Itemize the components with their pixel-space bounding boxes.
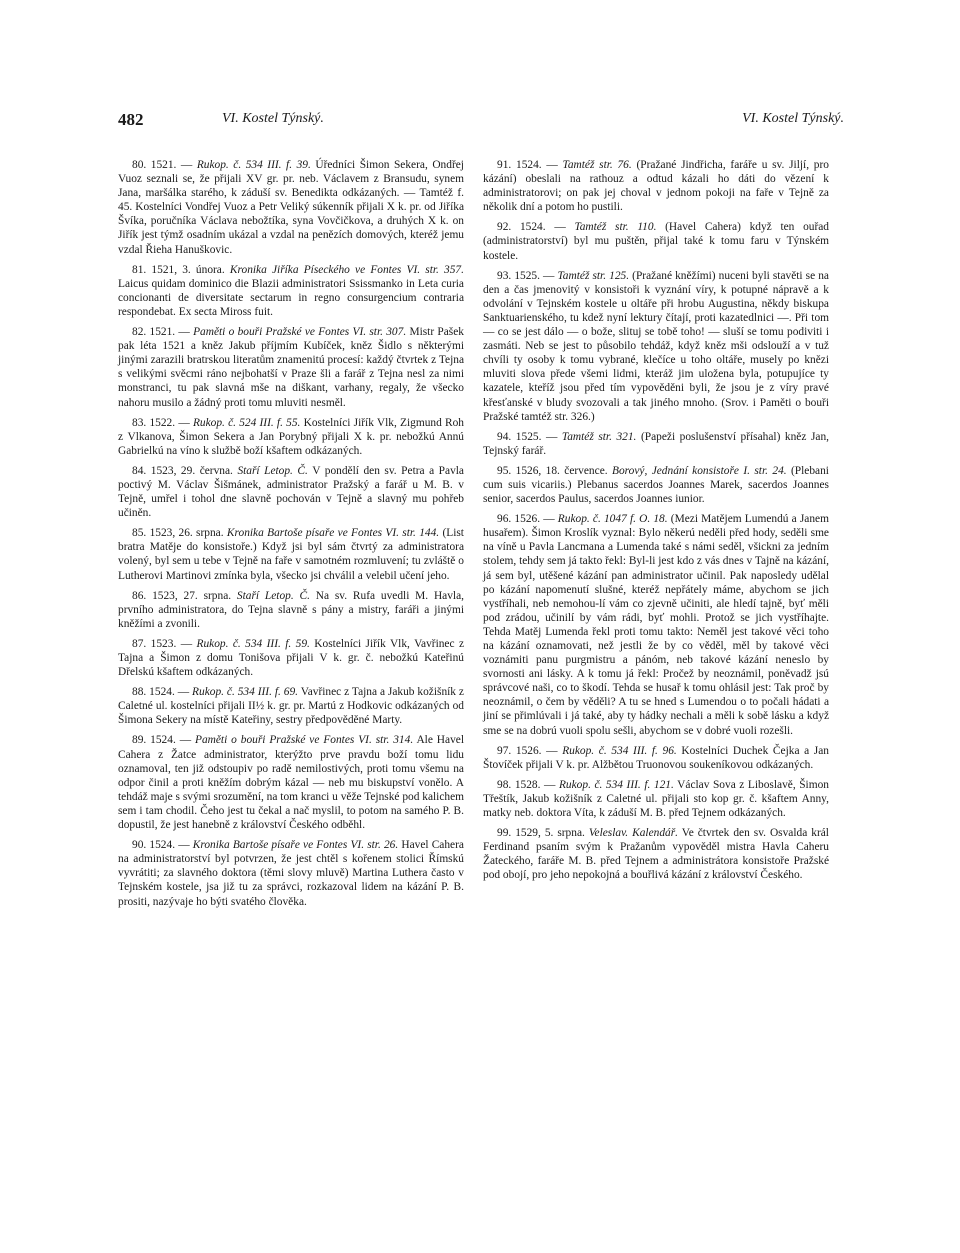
- entry-source: Paměti o bouři Pražské ve Fontes VI. str. 314.: [195, 734, 414, 747]
- entry-source: Tamtéž str. 110.: [574, 221, 657, 234]
- entry-source: Staří Letop. Č.: [237, 464, 308, 477]
- left-column: [118, 158, 464, 915]
- entry-dash: —: [554, 221, 566, 234]
- entry-text: Na sv. Rufa uvedli M. Havla, prvního administratora, do Tejna slavně s pány a mistry, faráři a jinými kněžími a zvonili.: [118, 589, 465, 630]
- entry-source: Kronika Bartoše písaře ve Fontes VI. str. 26.: [192, 839, 399, 852]
- entry-text: Vavřinec z Tajna a Jakub kožišník z Caletné ul. kostelníci přijali II½ k. gr. pr. Martú z Hodkovic odkázaných od Šimona Sekery na místě Kateřiny, sestry předpověděné Marty.: [118, 686, 464, 727]
- entry-source: Tamtéž str. 125.: [557, 269, 630, 282]
- entry-dash: —: [177, 686, 190, 699]
- entry-number: 84.: [132, 464, 147, 477]
- entry-source: Paměti o bouři Pražské ve Fontes VI. str. 307.: [193, 326, 407, 339]
- entry-number: 95.: [497, 464, 512, 477]
- entry-number: 85.: [132, 527, 147, 540]
- entry-87: [118, 637, 464, 679]
- entry-text: Mistr Pašek pak léta 1521 a kněz Jakub příjmím Kubíček, kněz Šidlo s některými jinými zarazili bratrskou literatům znamenitú procesí: každý čtvrtek z Tejna s velikými svěcmi ráno nejbohatší v Praze šli a farář z Tejna nesl za nimi monstranci, tu pak slavná mše na diškant, varhany, regaly, že všecko nahoru musilo a žádný proti tomu mluviti nesměl.: [118, 326, 464, 409]
- entry-text: (Pražané Jindřicha, faráře u sv. Jiljí, pro kázání) obeslali na rathouz a odtud kázali ho dáti do vězení k administratorovi; on pak jej choval v jednom pokoji na faře v Tejně za několik dní a potom ho pustili.: [483, 159, 829, 214]
- running-title-left: VI. Kostel Týnský.: [222, 111, 324, 126]
- entry-source: Rukop. č. 534 III. f. 69.: [192, 686, 299, 699]
- entry-text: Kostelníci Jiřík Vlk, Vavřinec z Tajna a Šimon z domu Tonišova přijali V k. gr. č. nebožkú Kateřinú Dřelskú kšaftem odkázaných.: [118, 637, 464, 679]
- entry-dash: —: [543, 513, 555, 526]
- entry-date: 1521.: [149, 326, 176, 339]
- entry-text: (Plebani cum suis vicariis.) Plebanus sacerdos Joannes Marek, sacerdos Joannes senior, sacerdos Paulus, sacerdos Joannes iunior.: [483, 464, 829, 506]
- entry-text: Laicus quidam dominico die Blazii administratori Ssissmanko in Leta curia concionanti de diversitate sectarum in regno consurgencium contraria respondebat. Ex secta Miross fuit.: [118, 277, 464, 318]
- entry-number: 88.: [132, 686, 147, 699]
- entry-number: 90.: [132, 839, 147, 852]
- entry-dash: —: [544, 778, 556, 791]
- running-title-right: VI. Kostel Týnský.: [742, 111, 844, 126]
- entry-number: 91.: [497, 159, 512, 171]
- entry-text: Kostelníci Jiřík Vlk, Zigmund Roh z Vlkanova, Šimon Sekera a Jan Porybný přijali X k. pr. nebožkú Annú Gabrielkú na víno k službě boží kšaftem odkázaných.: [118, 416, 464, 457]
- entry-number: 80.: [132, 159, 147, 171]
- entry-text: (Papeži poslušenství přísahal) kněz Jan, Tejnský farář.: [483, 430, 829, 457]
- entry-number: 96.: [497, 513, 512, 526]
- entry-text: Ale Havel Cahera z Žatce administrator, kterýžto prve pravdu boží tomu lidu oznamoval, ten již odstoupiv po radě nemilostivých, proti tomu všemu na odpor činil a proti kněžím dobrým kázal — neb mu biskupství vonělo. A tehdáž maje s svými srozumění, na tom kranci u věže Tejnské pod kalichem sem i tam chodil. Čeho jest tu čekal a nač myslil, to potom na samého P. B. dopustil, že jest hanebně z království Českého odběhl.: [118, 734, 464, 832]
- entry-81: [118, 263, 464, 319]
- entry-source: Staří Letop. Č.: [236, 589, 310, 602]
- entry-95: [483, 464, 829, 506]
- entry-text: Ve čtvrtek den sv. Osvalda král Ferdinand psaním svým k Pražanům vypověděl mistra Havla Caheru Žateckého, faráře M. B. před Tejnem a administrátora konsistoře Pražské pod obojí, pro jeho nepokojná a bouřlivá kázání z království Českého.: [483, 827, 829, 882]
- entry-source: Tamtéž str. 76.: [562, 159, 632, 171]
- right-column: [483, 158, 829, 889]
- entry-number: 98.: [497, 778, 512, 791]
- entry-number: 83.: [132, 416, 147, 429]
- entry-dash: —: [543, 269, 555, 282]
- entry-98: [483, 778, 829, 820]
- entry-88: [118, 685, 464, 727]
- entry-text: Kostelníci Duchek Čejka a Jan Štovíček přijali V k. pr. Alžbětou Truonovou soukeníkovou odkázaných.: [483, 744, 829, 771]
- entry-date: 1528.: [514, 778, 541, 791]
- entry-date: 1526, 18. července.: [515, 464, 608, 477]
- entry-date: 1525.: [515, 430, 542, 443]
- page-number: 482: [118, 110, 144, 129]
- entry-dash: —: [178, 416, 190, 429]
- entry-date: 1523.: [150, 637, 177, 650]
- entry-99: [483, 826, 829, 882]
- entry-source: Rukop. č. 534 III. f. 59.: [196, 637, 310, 650]
- entry-source: Rukop. č. 534 III. f. 39.: [196, 159, 311, 171]
- entry-dash: —: [546, 159, 558, 171]
- entry-source: Tamtéž str. 321.: [561, 430, 637, 443]
- entry-text: (List bratra Matěje do konsistoře.) Když jsi byl sám čtvrtý za administratora volený, byl sem u tebe v Tejně na faře v samotném rozmluvení; tu zvláště o Lutherovi Martinovi zmínka byla, všecko jsi chválil a velebil učení jeho.: [118, 527, 464, 582]
- entry-92: [483, 220, 829, 262]
- entry-date: 1526.: [514, 513, 541, 526]
- entry-number: 89.: [132, 734, 147, 747]
- entry-text: V pondělí den sv. Petra a Pavla poctivý M. Václav Šišmánek, administrator Pražský a farář u M. B. v Tejně, umřel i tohol dne slavně pochován v Tejně a slavný mu pohřeb učiněn.: [118, 464, 464, 520]
- entry-text: (Pražané kněžími) nuceni byli stavěti se na den a čas jmenovitý v konsistoři k vyznání víry, k potupné nápravě a k odvolání v Tejnském kostele u oltáře při hrobu Augustina, někdy biskupa Sanktuarienského, tu kdež nyní lektury čítají, proti kazatedlnici —. Při tom — co se jest dálo — o bože, slituj se tobě toho! — sluší se tomu podiviti i zasmáti. Neb se jest to působilo tehdáž, když kněz mši odslouží a v tuž chvíli ty osoby k tomu vybrané, klečíce u toho oltáře, musely po knězi mluviti slova přede všemi lidmi, kteráž jim uložena byla, potupujíce ty kazatele, kteříž jsou před tím vypověděni byli, že jsou je z víry pravé křesťanské v bludy svozovali a tak jiného mnoho. (Srov. i Paměti o bouři Pražské tamtéž str. 326.): [483, 269, 829, 423]
- entry-date: 1524.: [519, 221, 546, 234]
- entry-text: (Mezi Matějem Lumendú a Janem husařem). Šimon Kroslík vyznal: Bylo někerú neděli před hody, seděli sme na víně u Pavla Lancmana a Lumenda také s námi seděl, všickni za jedním stolem, tehdy sem já takto řekl: Byl-li jest kdo z vás dnes v Tajně na kázání, já sem byl, utěšené kázání pan administrator učinil. Pak naposledy udělal po kázání napomenutí slušné, kteréž nepřátely máme, abychom se jich vystříhali, neb nemohou-lí vám co zjevně učiniti, ale hledí tajně, byť měli pod zrádou, učinilí by vám rádi, byť mohli. Protož se jich vystříhajte. Tehda Matěj Lumenda řekl proti tomu takto: Neměl jest takové věci toho na kázání oznamovati, než jestli že by co věděl, měl by takové věci voznámiti panu purgmistru a pánóm, neb takové kázání neneslo by svornosti ani lásky. A k tomu já řekl: Pročež by neoznámil, poněvadž jsú správcové naši, co to škodí. Tehda se husař k tomu ohlásil jest: Tak proč by neoznámil, o čem by věděli? A tu se hned s Lumendou o to počali hádati a jiní se přimlúvali i já také, aby ty hádky nechali a měli k sobě lásku a když sme se na dobrú vuoli spolu sešli, abychom se v dobré vuoli rozešli.: [483, 513, 830, 737]
- entry-date: 1522.: [149, 416, 176, 429]
- entry-dash: —: [180, 637, 193, 650]
- page-header: [118, 110, 844, 134]
- entry-number: 82.: [132, 326, 147, 339]
- entry-90: [118, 838, 464, 908]
- entry-date: 1526.: [515, 744, 542, 757]
- entry-number: 99.: [497, 827, 512, 840]
- entry-source: Borový, Jednání konsistoře I. str. 24.: [611, 464, 787, 477]
- entry-source: Kronika Bartoše písaře ve Fontes VI. str. 144.: [226, 527, 440, 540]
- entry-97: [483, 744, 829, 772]
- entry-89: [118, 733, 464, 832]
- entry-date: 1523, 27. srpna.: [152, 589, 232, 602]
- entry-date: 1529, 5. srpna.: [515, 827, 585, 840]
- entry-dash: —: [545, 430, 558, 443]
- entry-number: 92.: [497, 221, 512, 234]
- entry-dash: —: [178, 839, 190, 852]
- entry-dash: —: [546, 744, 558, 757]
- entry-85: [118, 526, 464, 582]
- entry-96: [483, 512, 829, 738]
- entry-86: [118, 589, 464, 631]
- entry-dash: —: [180, 159, 193, 171]
- entry-dash: —: [179, 734, 192, 747]
- column-gutter: [472, 160, 473, 1160]
- entry-date: 1523, 29. června.: [150, 464, 233, 477]
- entry-date: 1524.: [516, 159, 542, 171]
- entry-date: 1521, 3. února.: [151, 263, 225, 276]
- entry-82: [118, 325, 464, 410]
- entry-number: 94.: [497, 430, 512, 443]
- entry-80: [118, 158, 464, 257]
- entry-number: 87.: [132, 637, 147, 650]
- entry-date: 1523, 26. srpna.: [149, 527, 224, 540]
- entry-source: Veleslav. Kalendář.: [588, 827, 678, 840]
- entry-date: 1524.: [149, 686, 175, 699]
- entry-93: [483, 269, 829, 424]
- entry-text: (Havel Cahera) když ten ouřad (administratorství) byl mu puštěn, přijal také k tomu faru v Týnském kostele.: [483, 221, 829, 262]
- entry-text: Úředníci Šimon Sekera, Ondřej Vuoz seznali se, že přijali XV gr. pr. neb. Václavem z Bransudu, synem Jana, maršálka starého, k záduší sv. Benedikta odkázaných. — Tamtéž f. 45. Kostelníci Vondřej Vuoz a Petr Veliký súkenník přijali X k. pr. od Jiříka Švíka, poručníka Václava nebožtíka, syna Vovčičkova, a druhých X k. on Jiřík jest týmž osadním ukázal a vzdal na penězích domových, kteréž jemu vzdal Řieha Hanuškovic.: [118, 159, 464, 256]
- entry-number: 86.: [132, 589, 147, 602]
- entry-text: Havel Cahera na administratorství byl potvrzen, že jest chtěl s kořenem stolici Římskú vyvrátiti; za slavného doktora (těmi slovy mluvě) Martina Luthera často v Tejnském kostele, jsa již tu za správci, rozkazoval lidem na kázání P. B. prositi, nazývaje ho býti svatého člověka.: [118, 839, 464, 908]
- entry-dash: —: [178, 326, 190, 339]
- entry-date: 1524.: [150, 734, 176, 747]
- entry-94: [483, 430, 829, 458]
- entry-number: 97.: [497, 744, 512, 757]
- entry-source: Rukop. č. 524 III. f. 55.: [192, 416, 301, 429]
- entry-source: Kronika Jiříka Píseckého ve Fontes VI. str. 357.: [229, 263, 464, 276]
- entry-number: 93.: [497, 269, 512, 282]
- entry-date: 1525.: [514, 269, 540, 282]
- entry-date: 1524.: [149, 839, 176, 852]
- entry-83: [118, 416, 464, 458]
- entry-number: 81.: [132, 263, 147, 276]
- entry-source: Rukop. č. 1047 f. O. 18.: [557, 513, 668, 526]
- entry-91: [483, 158, 829, 214]
- entry-date: 1521.: [150, 159, 177, 171]
- entry-source: Rukop. č. 534 III. f. 96.: [562, 744, 677, 757]
- entry-text: Václav Sova z Liboslavě, Šimon Třeštík, Jakub kožišník z Caletné ul. přijali sto kop gr. č. kšaftem Anny, matky neb. doktora Víta, k záduší M. B. před Tejnem odkázaných.: [483, 778, 829, 820]
- entry-84: [118, 464, 464, 520]
- entry-source: Rukop. č. 534 III. f. 121.: [558, 778, 674, 791]
